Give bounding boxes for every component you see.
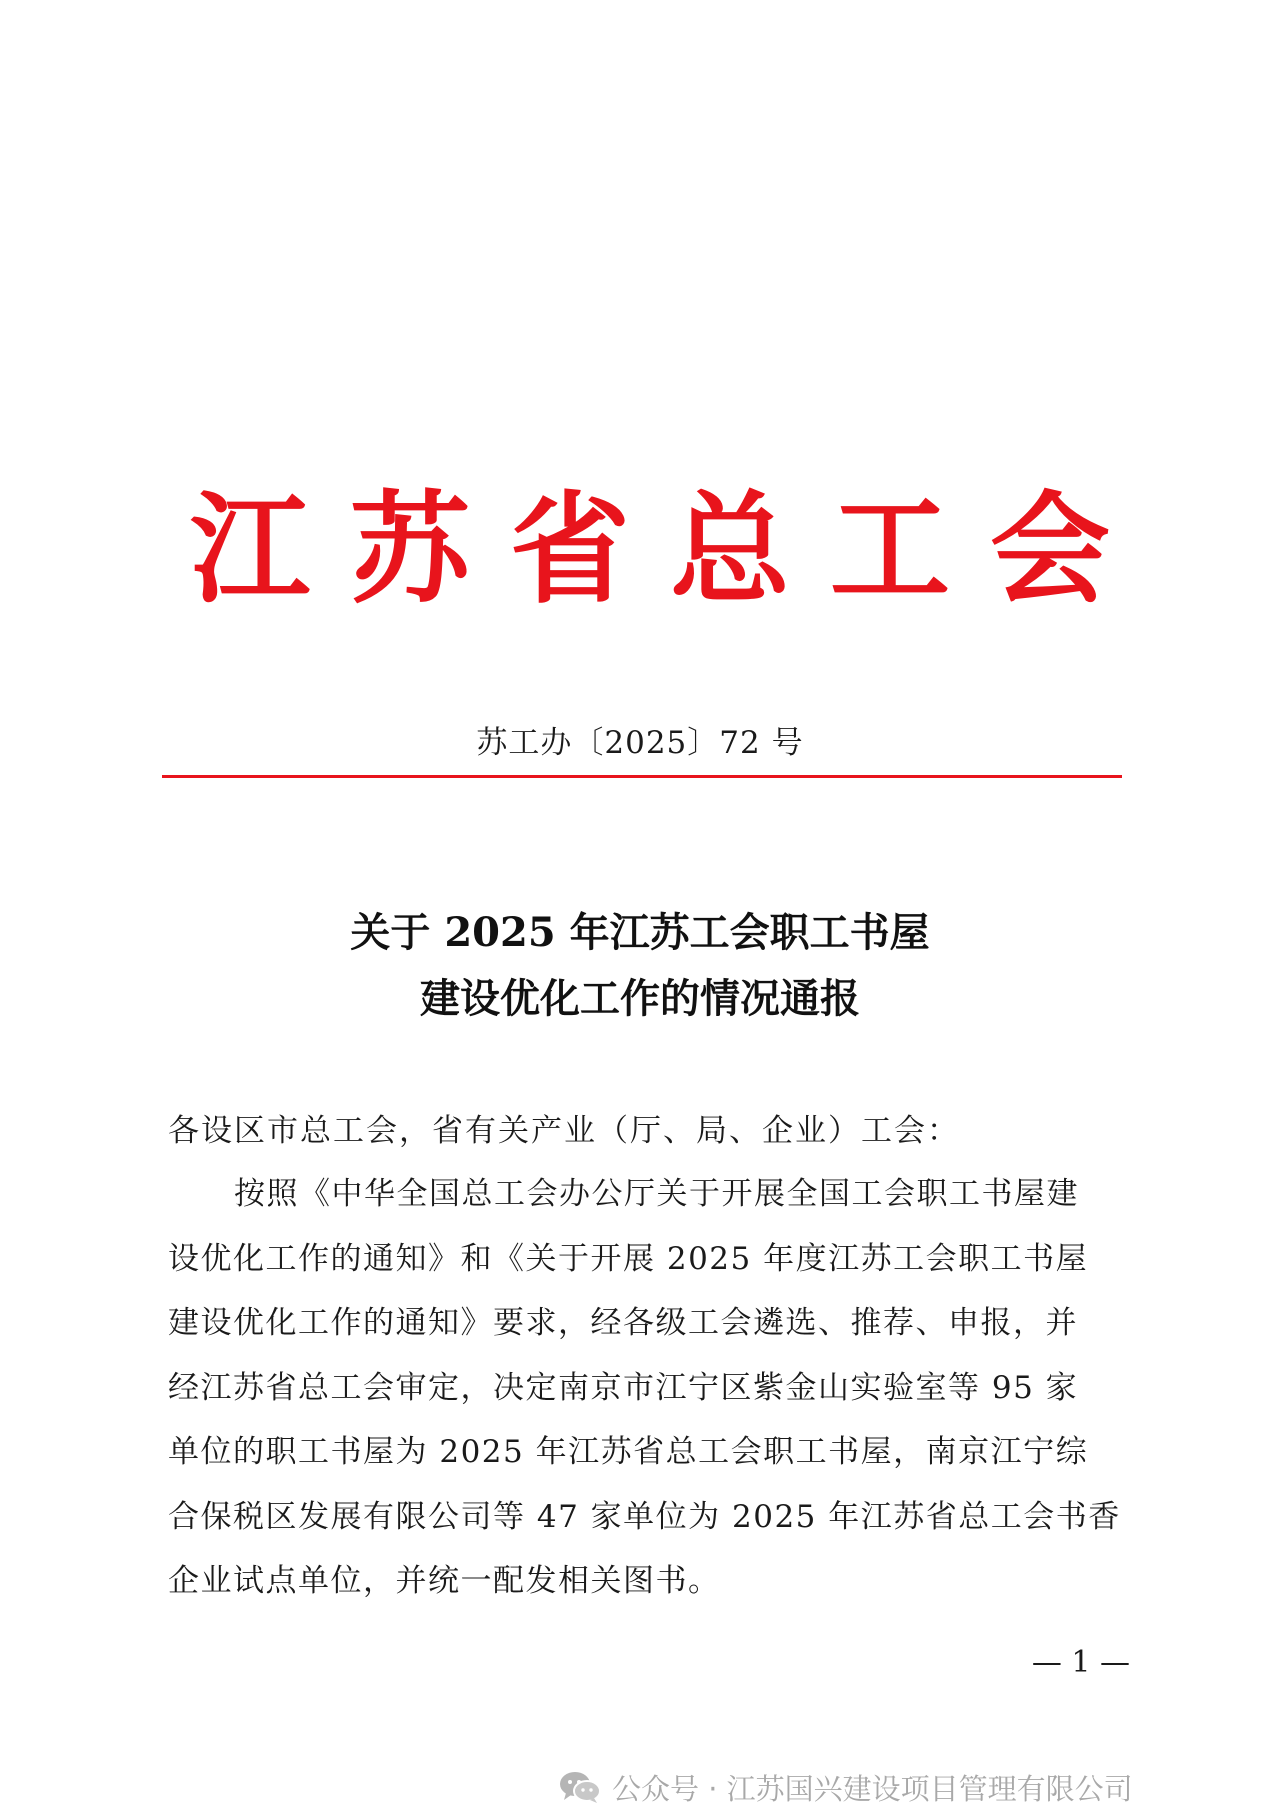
body-line: 企业试点单位，并统一配发相关图书。 [168, 1563, 721, 1599]
body-paragraph [168, 1162, 1123, 1614]
wechat-icon [558, 1769, 602, 1805]
body-line: 经江苏省总工会审定，决定南京市江宁区紫金山实验室等 95 家 [168, 1369, 1079, 1406]
org-title-char: 工 [830, 479, 950, 620]
org-title-char: 省 [510, 479, 630, 620]
body-line: 按照《中华全国总工会办公厅关于开展全国工会职工书屋建 [234, 1176, 1079, 1212]
watermark-text: 公众号 · 江苏国兴建设项目管理有限公司 [612, 1771, 1133, 1806]
salutation: 各设区市总工会，省有关产业（厅、局、企业）工会： [168, 1113, 960, 1149]
red-divider-line [162, 775, 1122, 778]
body-line: 建设优化工作的通知》要求，经各级工会遴选、推荐、申报，并 [168, 1305, 1078, 1341]
document-number: 苏工办〔2025〕72 号 [476, 725, 804, 761]
organization-title [190, 479, 1110, 620]
org-title-char: 江 [190, 479, 310, 620]
title-line-2: 建设优化工作的情况通报 [420, 975, 860, 1022]
title-line-1: 关于 2025 年江苏工会职工书屋 [350, 909, 930, 956]
org-title-char: 会 [990, 479, 1110, 620]
org-title-char: 总 [670, 479, 790, 620]
body-line: 设优化工作的通知》和《关于开展 2025 年度江苏工会职工书屋 [168, 1240, 1089, 1277]
org-title-char: 苏 [350, 479, 470, 620]
watermark [558, 1768, 1133, 1806]
page-number: — 1 — [1031, 1645, 1130, 1680]
body-line: 合保税区发展有限公司等 47 家单位为 2025 年江苏省总工会书香 [168, 1498, 1121, 1535]
document-title [0, 900, 1280, 1032]
body-line: 单位的职工书屋为 2025 年江苏省总工会职工书屋，南京江宁综 [168, 1434, 1089, 1470]
